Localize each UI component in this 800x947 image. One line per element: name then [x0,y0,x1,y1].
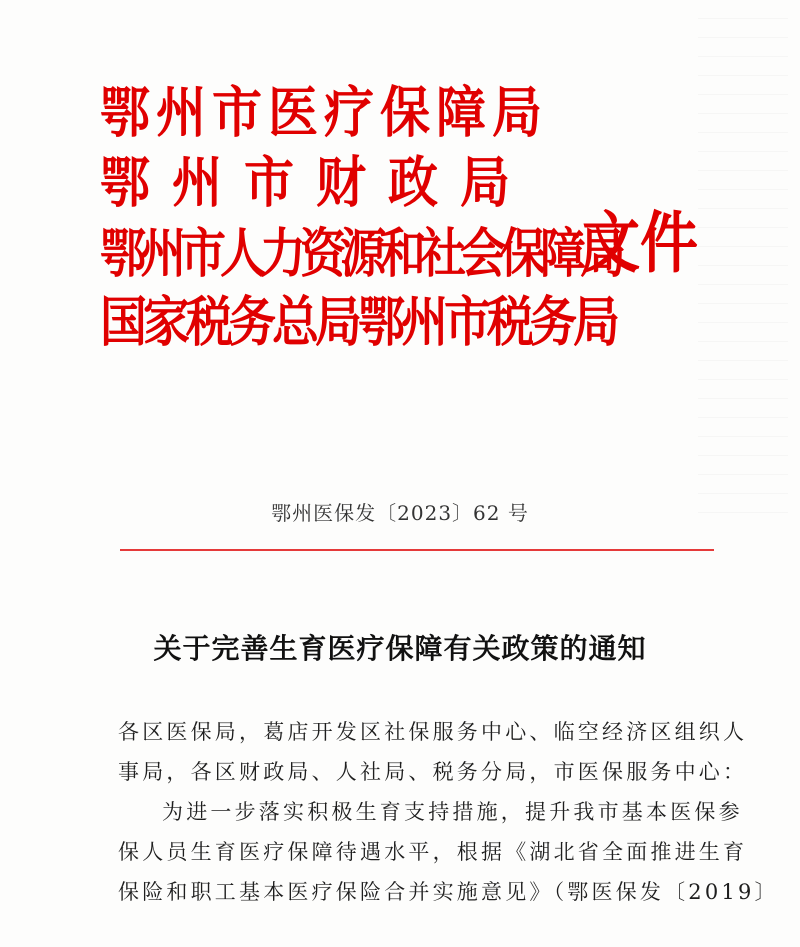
document-body [118,712,779,912]
agency-name: 国家税务总局鄂州市税务局 [100,290,616,355]
document-number: 鄂州医保发〔2023〕62 号 [271,501,529,525]
body-line: 保人员生育医疗保障待遇水平，根据《湖北省全面推进生育 [118,840,748,864]
issuing-agencies [100,78,620,358]
document-title: 关于完善生育医疗保障有关政策的通知 [153,632,647,665]
doc-type-label: 文件 [582,203,699,283]
scan-noise [698,0,788,520]
red-divider-line [120,549,714,551]
body-line: 为进一步落实积极生育支持措施，提升我市基本医保参 [162,800,743,824]
agency-name: 鄂州市人力资源和社会保障局 [100,221,620,285]
body-line: 保险和职工基本医疗保险合并实施意见》（鄂医保发〔2019〕 [118,880,779,904]
body-line: 事局，各区财政局、人社局、税务分局，市医保服务中心： [118,760,748,784]
body-line: 各区医保局，葛店开发区社保服务中心、临空经济区组织人 [118,720,748,744]
agency-name: 鄂州市财政局 [100,150,532,215]
agency-name: 鄂州市医疗保障局 [100,80,548,145]
